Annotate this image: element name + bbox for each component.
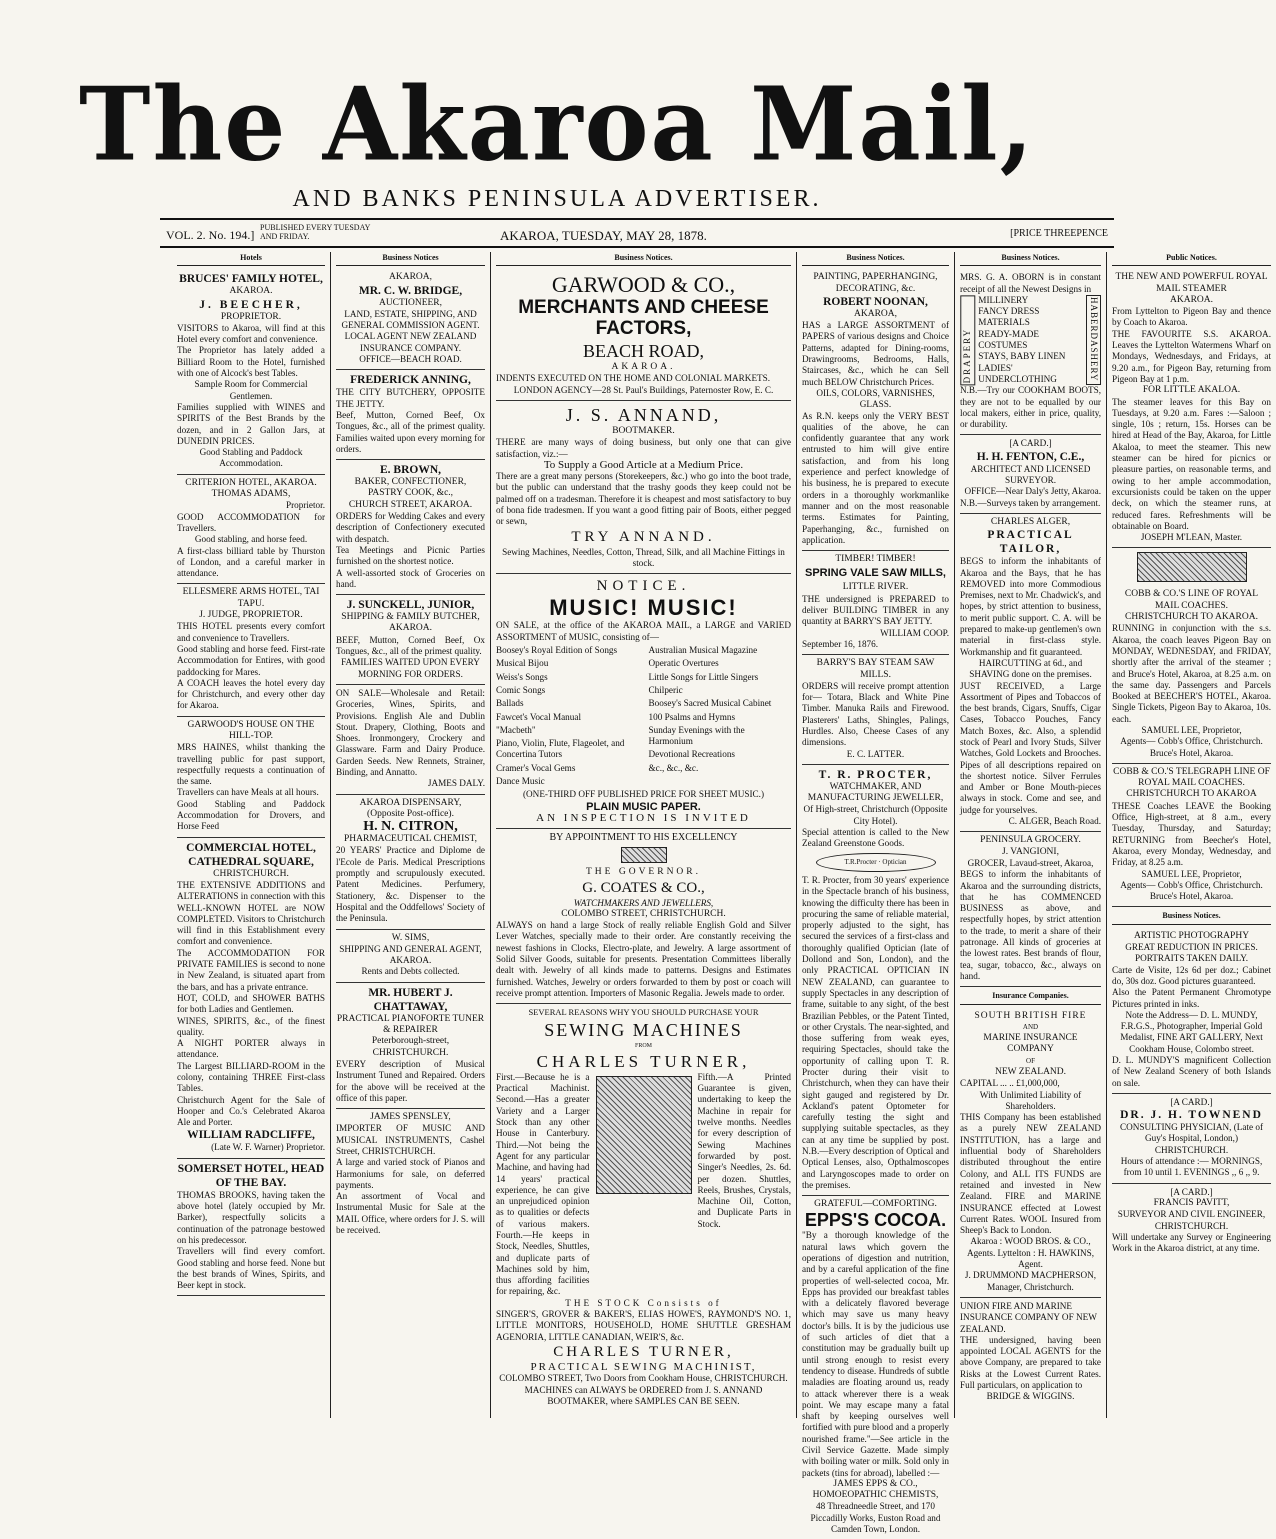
advert-text: Christchurch Agent for the Sale of Hooper and Co.'s Celebrated Akaroa Ale and Porter. <box>177 1094 325 1128</box>
advert-text: LAND, ESTATE, SHIPPING, AND GENERAL COMMISSION AGENT. <box>341 308 480 331</box>
music-item: Cramer's Vocal Gems <box>496 762 576 773</box>
advert-title: MUSIC! MUSIC! <box>549 595 738 621</box>
oborn-item: STAYS, BABY LINEN <box>978 351 1066 362</box>
advert-text: Agents— Cobb's Office, Christchurch. Bruce's Hotel, Akaroa. <box>1120 736 1263 758</box>
column-business-3 <box>796 252 954 1535</box>
advert-date: September 16, 1876. <box>802 638 879 649</box>
advert-name: G. COATES & CO., <box>582 879 705 896</box>
advert-title: COMMERCIAL HOTEL, CATHEDRAL SQUARE, <box>186 841 316 868</box>
advert-text: An assortment of Vocal and Instrumental Music for Sale at the MAIL Office, where orders for J. S. will be received. <box>336 1191 485 1236</box>
advert-text: Tea Meetings and Picnic Parties furnished on the shortest notice. <box>336 544 485 567</box>
advert-address: Of High-street, Christchurch (Opposite City Hotel). <box>803 804 948 826</box>
advert-text: GREAT REDUCTION IN PRICES. PORTRAITS TAKEN DAILY. <box>1125 942 1258 964</box>
advert-name: FREDERICK ANNING, <box>350 374 471 387</box>
advert-title: ARTISTIC PHOTOGRAPHY <box>1133 930 1250 941</box>
advert-appointment: BY APPOINTMENT TO HIS EXCELLENCY <box>549 831 738 843</box>
advert-heading: GRATEFUL—COMFORTING. <box>814 1199 937 1210</box>
advert-text: THERE are many ways of doing business, but only one that can give satisfaction, viz.:— <box>496 437 791 459</box>
advert-garwoods-house <box>177 717 325 838</box>
advert-role: PROPRIETOR. <box>220 311 282 322</box>
advert-text: HAIRCUTTING at 6d., and SHAVING done on the premises. <box>969 657 1092 680</box>
advert-and: AND <box>1022 1022 1039 1031</box>
advert-title: UNION FIRE AND MARINE INSURANCE COMPANY OF NEW ZEALAND. <box>960 1300 1097 1334</box>
advert-role: SHIPPING & FAMILY BUTCHER, AKAROA. <box>341 612 480 634</box>
advert-union-fire <box>960 1298 1101 1407</box>
advert-name: J. BEECHER, <box>199 298 303 311</box>
advert-text: SURVEYOR AND CIVIL ENGINEER, CHRISTCHURCH. <box>1117 1209 1266 1231</box>
advert-text: Will undertake any Survey or Engineering Work in the Akaroa district, at any time. <box>1112 1231 1271 1254</box>
advert-role: MERCHANTS AND CHEESE FACTORS, <box>518 297 769 340</box>
advert-role: (Late W. F. Warner) Proprietor. <box>211 1142 325 1153</box>
advert-ellesmere-arms <box>177 584 325 716</box>
advert-text: Carte de Visite, 12s 6d per doz.; Cabinet do, 30s doz. Good pictures guaranteed. <box>1112 964 1271 986</box>
side-label-drapery: DRAPERY <box>960 295 975 385</box>
advert-of: OF <box>1026 1056 1035 1065</box>
advert-text: D. L. MUNDY'S magnificent Collection of New Zealand Scenery of both Islands on sale. <box>1112 1055 1271 1088</box>
advert-text: INDENTS EXECUTED ON THE HOME AND COLONIAL MARKETS. <box>496 373 771 384</box>
advert-oborn-millinery <box>960 269 1101 435</box>
advert-text: There are a great many persons (Storekeepers, &c.) who go into the boot trade, but the public can understand that the trashy goods they keep could not be palmed off on a tradesman. Therefore it is cheapest and most satisfactory to buy of bona fide tradesmen. If you want a good fitting pair of Boots, either pegged or sewn, <box>496 471 791 527</box>
advert-notice: NOTICE. <box>596 578 691 595</box>
advert-anning-butchery <box>336 370 485 460</box>
advert-text: A first-class billiard table by Thurston of London, and a careful marker in attendance. <box>177 545 325 579</box>
advert-text: To Supply a Good Article at a Medium Price. <box>543 458 744 471</box>
advert-citron-dispensary <box>336 795 485 930</box>
advert-address: BEACH ROAD, <box>582 341 704 362</box>
advert-text: Fifth.—A Printed Guarantee is given, undertaking to keep the Machine in repair for twelve months. Needles for every description of Sewing Machines forwarded by post. Singer's Needles, 2s. 6d. per dozen. Shuttles, Reels, Brushes, Crystals, Machine Oil, Cotton, and Duplicate Parts in Stock. <box>697 1071 791 1229</box>
advert-text: The Proprietor has lately added a Billiard Room to the Hotel, furnished with one of Alcock's best Tables. <box>177 345 325 379</box>
advert-text: BEEF, Mutton, Corned Beef, Ox Tongues, &c., all of the primest quality. <box>336 634 485 657</box>
music-list-left <box>496 643 639 789</box>
advert-text: Good Stabling and Paddock Accommodation for Drovers, and Horse Feed <box>177 798 325 832</box>
advert-text: 20 YEARS' Practice and Diplome de l'Ecole de Paris. Medical Prescriptions promptly and scrupulously executed. Patent Medicines. Perfumery, Stationery, &c. Dispenser to the Hospital and the Oddfellows' Society of the Peninsula. <box>336 845 485 924</box>
oborn-item: READY-MADE COSTUMES <box>978 328 1040 351</box>
advert-epps-cocoa <box>802 1196 949 1539</box>
advert-subtitle: LITTLE RIVER. <box>842 582 909 593</box>
oborn-item: FANCY DRESS MATERIALS <box>978 306 1040 328</box>
advert-name: H. H. FENTON, C.E., <box>976 450 1085 463</box>
oborn-list <box>975 295 1085 385</box>
advert-text: HAS a LARGE ASSORTMENT of PAPERS of various designs and Choice Patterns, adapted for Dining-rooms, Drawingrooms, Bedrooms, Halls, Staircases, &c., which he can Sell much BELOW Christchurch Prices. <box>802 320 949 387</box>
music-item: Musical Bijou <box>496 658 549 669</box>
advert-role: PRACTICAL TAILOR, <box>987 529 1074 556</box>
advert-role: AUCTIONEER, <box>378 297 443 308</box>
advert-text: SINGER'S, GROVER & BAKER'S, ELIAS HOWE'S, RAYMOND'S NO. 1, LITTLE MONITORS, HOUSEHOLD, HOME SHUTTLE GRESHAM AGENORIA, LITTLE CANADIAN, WEIR'S, &c. <box>496 1309 791 1342</box>
advert-music <box>496 574 791 829</box>
advert-somerset-hotel <box>177 1159 325 1297</box>
advert-title: THE NEW AND POWERFUL ROYAL MAIL STEAMER <box>1115 272 1268 294</box>
advert-heading: BARRY'S BAY STEAM SAW MILLS. <box>816 658 935 680</box>
music-list <box>496 643 791 789</box>
advert-address: Peterborough-street, CHRISTCHURCH. <box>371 1036 450 1058</box>
advert-name: JAMES DALY. <box>427 778 485 789</box>
advert-text: THESE Coaches LEAVE the Booking Office, High-street, at 8 a.m., every Tuesday, Thursday, and Saturday; RETURNING from Beecher's Hotel, Akaroa, every Monday, Wednesday, and Friday, at 8.25 a.m. <box>1112 800 1271 868</box>
advert-subtitle: (Opposite Post-office). <box>367 808 454 819</box>
advert-text: Good stabling and horse feed. First-rate Accommodation for Entires, with good paddocking for Mares. <box>177 643 325 677</box>
advert-subtitle: THE GOVERNOR. <box>586 867 701 878</box>
advert-text: OFFICE—BEACH ROAD. <box>359 354 462 365</box>
advert-text: Sample Room for Commercial Gentlemen. <box>194 379 308 401</box>
advert-subheading: CHRISTCHURCH TO AKAROA <box>1126 789 1257 800</box>
advert-text: EVERY description of Musical Instrument Tuned and Repaired. Orders for the above will be received at the office of this paper. <box>336 1058 485 1103</box>
advert-text: MACHINES can ALWAYS be ORDERED from J. S. ANNAND BOOTMAKER, where SAMPLES CAN BE SEEN. <box>524 1384 763 1406</box>
advert-text: AN INSPECTION IS INVITED <box>536 811 751 824</box>
advert-name: H. N. CITRON, <box>363 819 458 835</box>
advert-title: BRUCES' FAMILY HOTEL, <box>179 273 323 286</box>
advert-pavitt-surveyor <box>1112 1184 1271 1259</box>
advert-text: Note the Address— D. L. MUNDY, F.R.G.S., Photographer, Imperial Gold Medalist, FINE ART GALLERY, Next Cookham House, Colombo street. <box>1120 1009 1263 1054</box>
advert-text: Akaroa : WOOD BROS. & CO., Agents. Lyttelton : H. HAWKINS, Agent. <box>966 1236 1095 1270</box>
sewing-reasons <box>496 1072 791 1298</box>
advert-subheading: CHRISTCHURCH TO AKAROA. <box>1125 612 1258 623</box>
advert-text: Rents and Debts collected. <box>361 966 460 977</box>
advert-coates-jewellers <box>496 829 791 1004</box>
music-item: Ballads <box>496 698 524 709</box>
section-heading: Business Notices. <box>960 252 1101 266</box>
advert-title: ELLESMERE ARMS HOTEL, TAI TAPU. <box>182 587 320 609</box>
advert-title: GARWOOD'S HOUSE ON THE HILL-TOP. <box>187 719 315 741</box>
advert-annand-bootmaker <box>496 401 791 574</box>
advert-name: J. VANGIONI, <box>1002 846 1059 857</box>
advert-text: From Lyttelton to Pigeon Bay and thence by Coach to Akaroa. <box>1112 306 1271 328</box>
advert-text: LOCAL AGENT NEW ZEALAND INSURANCE COMPANY. <box>344 331 477 353</box>
advert-text: OILS, COLORS, VARNISHES, GLASS. <box>816 387 935 410</box>
advert-procter-watchmaker <box>802 765 949 1196</box>
advert-text: T. R. Procter, from 30 years' experience in the Spectacle branch of his business, knowing the difficulty there has been in procuring the same of reliable material, properly adjusted to the sight, has secured the services of a first-class and thoroughly qualified Optician (late of Dollond and Son, London), and the only PRACTICAL OPTICIAN IN NEW ZEALAND, can guarantee to supply Spectacles in any description of frame, suitable to any sight, of the best Brazilian Pebbles, or the Patent Tinted, or other Crystals. The near-sighted, and those suffering from weak eyes, requiring Spectacles, should take the opportunity of calling upon T. R. Procter during their visit to Christchurch, when they can have their sight gauged and registered by Dr. Ackland's patent Optometer for carefully testing the sight and supplying suitable spectacles, as they can at any time be supplied by post. N.B.—Every description of Optical and Optical Lenses, also, Opthalmoscopes and Laryngoscopes made to order on the premises. <box>802 874 949 1190</box>
advert-signature: WILLIAM COOP. <box>880 627 949 638</box>
advert-text: OFFICE—Near Daly's Jetty, Akaroa. <box>964 486 1101 497</box>
advert-text: SHIPPING AND GENERAL AGENT, AKAROA. <box>339 943 482 966</box>
advert-name: W. SIMS, <box>391 932 430 943</box>
advert-garwood-merchants <box>496 269 791 401</box>
advert-town: AKAROA, <box>853 308 897 319</box>
music-item: Little Songs for Little Singers <box>648 671 759 682</box>
advert-text: BEGS to inform the inhabitants of Akaroa and the Bays, that he has REMOVED into more Commodious Premises, next to Mr. Chadwick's, and hopes, by strict attention to business, to merit public support. C. A. will be prepared to make-up gentlemen's own material in first-class style. Workmanship and fit guaranteed. <box>960 556 1101 657</box>
dateline <box>160 218 1114 248</box>
advert-turner-sewing <box>496 1004 791 1411</box>
advert-text: A NIGHT PORTER always in attendance. <box>177 1038 325 1060</box>
advert-vangioni-grocery <box>960 832 1101 987</box>
advert-signature: SAMUEL LEE, Proprietor, <box>1141 868 1242 879</box>
music-item: Boosey's Sacred Musical Cabinet <box>648 698 772 709</box>
advert-name: MR. HUBERT J. CHATTAWAY, <box>368 986 453 1013</box>
music-item: Australian Musical Magazine <box>648 645 758 656</box>
column-hotels <box>172 252 330 1418</box>
advert-name: J. JUDGE, PROPRIETOR. <box>199 610 303 621</box>
advert-bridge-auctioneer <box>336 269 485 370</box>
advert-text: "By a thorough knowledge of the natural laws which govern the operations of digestion and nutrition, and by a careful application of the fine properties of well-selected cocoa, Mr. Epps has provided our breakfast tables with a delicately flavored beverage which may save us many heavy doctor's bills. It is by the judicious use of such articles of diet that a constitution may be gradually built up until strong enough to resist every tendency to disease. Hundreds of subtle maladies are floating around us, ready to attack wherever there is a weak point. We may escape many a fatal shaft by keeping ourselves well fortified with pure blood and a properly nourished frame."—See article in the Civil Service Gazette. Made simply with boiling water or milk. Sold only in packets (tins for abroad), labelled :— <box>802 1230 949 1478</box>
advert-text: MRS HAINES, whilst thanking the travelling public for past support, respectfully requests a continuation of the same. <box>177 742 325 787</box>
advert-noonan-painter <box>802 269 949 551</box>
section-heading: Business Notices <box>336 252 485 266</box>
advert-text: THIS HOTEL presents every comfort and convenience to Travellers. <box>177 621 325 643</box>
publication-schedule: PUBLISHED EVERY TUESDAY AND FRIDAY. <box>260 223 371 241</box>
advert-text: Special attention is called to the New Zealand Greenstone Goods. <box>802 827 949 849</box>
advert-text: JUST RECEIVED, a Large Assortment of Pipes and Tobaccos of the best brands, Cigars, Snuffs, Cigar Cases, Tobacco Pouches, Fancy Match Boxes, &c. Also, a splendid stock of Pearl and Ivory Studs, Silver Watches, Gold Lockets and Brooches. Pipes of all descriptions repaired on the shortest notice. Silver Ferrules and Amber or Bone Mouth-pieces always in stock. Come and see, and judge for yourselves. <box>960 680 1101 815</box>
advert-text: The steamer leaves for this Bay on Tuesdays, at 9.20 a.m. Fares :—Saloon ; single, 10s ; return, 15s. Horses can be hired at Head of the Bay, Akaroa, for Little Akaloa, to meet the steamer. This new steamer can be hired for picnics or pleasure parties, on reasonable terms, and owing to her ample accommodation, excursionists could be taken on the upper deck, on which the steamer runs, at reduced fares. Refreshments will be obtainable on Board. <box>1112 396 1271 531</box>
advert-heading: TIMBER! TIMBER! <box>835 554 916 565</box>
advert-text: WINES, SPIRITS, &c., of the finest quality. <box>177 1015 325 1037</box>
advert-text: A COACH leaves the hotel every day for Christchurch, and every other day for Akaroa. <box>177 677 325 711</box>
advert-text: THE undersigned, having been appointed LOCAL AGENTS for the above Company, are prepared to take Risks at the Lowest Current Rates. Full particulars, on application to <box>960 1334 1101 1391</box>
music-item: Dance Music <box>496 775 545 786</box>
advert-steamer-akaroa <box>1112 269 1271 548</box>
advert-name: GARWOOD & CO., <box>551 272 736 298</box>
advert-town: AKAROA. <box>611 362 676 373</box>
advert-heading: PENINSULA GROCERY. <box>980 835 1081 846</box>
music-item: "Macbeth" <box>496 724 536 735</box>
advert-title: AKAROA DISPENSARY, <box>359 797 462 808</box>
advert-role: BAKER, CONFECTIONER, PASTRY COOK, &c., <box>354 477 467 499</box>
advert-subtitle: CHRISTCHURCH. <box>213 868 289 879</box>
advert-text: RUNNING in conjunction with the s.s. Akaroa, the coach leaves Pigeon Bay on MONDAY, WEDNESDAY, and FRIDAY, shortly after the arrival of the steamer ; and Bruce's Hotel, Akaroa, at 8.25 a.m. on the same day. Passengers and Parcels Booked at BEECHER'S HOTEL, Akaroa. Single Tickets, Pigeon Bay to Akaroa, 10s. each. <box>1112 623 1271 724</box>
advert-address: 48 Threadneedle Street, and 170 Piccadilly Works, Euston Road and Camden Town, London. <box>810 1501 941 1535</box>
advert-daly-store <box>336 685 485 795</box>
advert-barrys-bay-mills <box>802 655 949 765</box>
advert-title: COBB & CO.'S TELEGRAPH LINE OF ROYAL MAIL COACHES. <box>1113 766 1270 789</box>
advert-name: FRANCIS PAVITT, <box>1153 1197 1230 1208</box>
advert-text: VISITORS to Akaroa, will find at this Hotel every comfort and convenience. <box>177 322 325 345</box>
advert-text: THE undersigned is PREPARED to deliver BUILDING TIMBER in any quantity at BARRY'S BAY JETTY. <box>802 593 949 627</box>
advert-subheading: FOR LITTLE AKALOA. <box>1142 385 1241 396</box>
advert-slogan: TRY ANNAND. <box>571 528 716 545</box>
oborn-list-box <box>960 295 1101 385</box>
advert-bruces-hotel <box>177 269 325 474</box>
optician-seal-icon: T.R.Procter · Optician <box>816 853 936 872</box>
advert-text: N.B.—Surveys taken by arrangement. <box>960 497 1101 508</box>
music-list-right <box>649 643 792 789</box>
advert-name: T. R. PROCTER, <box>818 768 933 781</box>
advert-spring-vale-mills <box>802 551 949 655</box>
advert-text: HOT, COLD, and SHOWER BATHS for both Ladies and Gentlemen. <box>177 992 325 1015</box>
advert-role: Proprietor. <box>285 500 325 511</box>
advert-card: [A CARD.] <box>1009 438 1052 449</box>
advert-text: The ACCOMMODATION FOR PRIVATE FAMILIES is second to none in New Zealand, is situated apart from the bars, and has a private entrance. <box>177 947 325 992</box>
section-heading: Business Notices. <box>496 252 791 266</box>
advert-signature: BRIDGE & WIGGINS. <box>986 1391 1075 1402</box>
music-item: Sunday Evenings with the Harmonium <box>648 724 745 747</box>
advert-title: EPPS'S COCOA. <box>804 1209 947 1230</box>
advert-subtitle: MARINE INSURANCE COMPANY <box>983 1033 1078 1055</box>
advert-text: THOMAS BROOKS, having taken the above hotel (lately occupied by Mr. Barker), respectfully solicits a continuation of the patronage bestowed on his predecessor. <box>177 1189 325 1245</box>
advert-text: PLAIN MUSIC PAPER. <box>586 800 701 813</box>
column-business-2 <box>490 252 796 1418</box>
price: [PRICE THREEPENCE <box>1010 228 1108 239</box>
advert-text: ARCHITECT AND LICENSED SURVEYOR. <box>970 463 1091 486</box>
advert-address: COLOMBO STREET, Two Doors from Cookham House, CHRISTCHURCH. <box>499 1373 788 1384</box>
advert-sunckell-butcher <box>336 595 485 685</box>
advert-text: Families supplied with WINES and SPIRITS of the Best Brands by the dozen, and in 2 Gallon Jars, at DUNEDIN PRICES. <box>177 401 325 446</box>
side-label-haberdashery: HABERDASHERY <box>1086 295 1101 385</box>
advert-text: THE CITY BUTCHERY, OPPOSITE THE JETTY. <box>336 387 485 409</box>
advert-role: HOMOEOPATHIC CHEMISTS, <box>812 1490 939 1501</box>
advert-card: [A CARD.] <box>1170 1186 1213 1197</box>
advert-role: PRACTICAL SEWING MACHINIST, <box>530 1360 757 1373</box>
advert-criterion-hotel <box>177 475 325 585</box>
advert-text: Hours of attendance :— MORNINGS, from 10 until 1. EVENINGS ,, 6 ,, 9. <box>1120 1156 1263 1178</box>
advert-commercial-hotel <box>177 838 325 1159</box>
masthead-title: The Akaroa Mail, <box>79 65 1035 184</box>
advert-role: GROCER, Lavaud-street, Akaroa, <box>967 857 1094 868</box>
music-item: Comic Songs <box>496 684 546 695</box>
advert-spensley-music <box>336 1109 485 1240</box>
advert-title: SOUTH BRITISH FIRE <box>974 1010 1087 1021</box>
music-item: Operatic Overtures <box>648 658 719 669</box>
advert-signature: SAMUEL LEE, Proprietor, <box>1141 724 1242 735</box>
advert-name: E. BROWN, <box>379 464 442 477</box>
advert-role: WATCHMAKERS AND JEWELLERS, <box>573 897 714 908</box>
advert-text: LONDON AGENCY—28 St. Paul's Buildings, Paternoster Row, E. C. <box>513 384 774 395</box>
advert-name: SPRING VALE SAW MILLS, <box>805 567 946 580</box>
advert-text: Sewing Machines, Needles, Cotton, Thread, Silk, and all Machine Fittings in stock. <box>502 546 785 568</box>
advert-text: ON SALE, at the office of the AKAROA MAIL, a LARGE and VARIED ASSORTMENT of MUSIC, consisting of— <box>496 620 791 642</box>
advert-role: PHARMACEUTICAL CHEMIST, <box>343 834 477 845</box>
advert-name: J. SUNCKELL, JUNIOR, <box>346 599 475 612</box>
music-item: 100 Psalms and Hymns <box>648 711 736 722</box>
masthead <box>0 65 1114 213</box>
advert-name: CHARLES TURNER, <box>553 1343 734 1360</box>
advert-text: THE EXTENSIVE ADDITIONS and ALTERATIONS in connection with this WELL-KNOWN HOTEL are NOW COMPLETED. Visitors to Christchurch will find in this Establishment every comfort and convenience. <box>177 879 325 947</box>
advert-text: A large and varied stock of Pianos and Harmoniums for sale, on deferred payments. <box>336 1157 485 1190</box>
advert-text: Also the Patent Permanent Chromotype Pictures printed in inks. <box>1112 987 1271 1009</box>
advert-card: [A CARD.] <box>1170 1096 1213 1107</box>
advert-text: J. DRUMMOND MACPHERSON, Manager, Christchurch. <box>964 1270 1097 1292</box>
advert-role: BOOTMAKER. <box>612 425 675 436</box>
advert-name: CHARLES TURNER, <box>536 1051 751 1071</box>
advert-text: As R.N. keeps only the VERY BEST qualities of the above, he can confidently guarantee that any work entrusted to him will give entire satisfaction, and from his long experience and perfect knowledge of his business, he is prepared to execute orders in a thoroughly workmanlike manner and on the most reasonable terms. Estimates for Painting, Paperhanging, &c., furnished on application. <box>802 410 949 545</box>
advert-name: J. S. ANNAND, <box>565 404 722 425</box>
advert-address: COLOMBO STREET, CHRISTCHURCH. <box>561 908 726 919</box>
music-item: Boosey's Royal Edition of Songs <box>496 645 618 656</box>
advert-sims-agent <box>336 930 485 983</box>
advert-text: IMPORTER OF MUSIC AND MUSICAL INSTRUMENTS, Cashel Street, CHRISTCHURCH. <box>336 1123 485 1156</box>
advert-text: ALWAYS on hand a large Stock of really reliable English Gold and Silver Lever Watches, specially made to their order. Are constantly receiving the newest fashions in Clocks, Electro-plate, and Jewelry. A large assortment of Solid Silver Goods, suitable for presents. Presentation Committees liberally dealt with. Jewelry of all kinds made to patterns. Designs and Estimates furnished. Watches, Jewelry or orders forwarded to them by post or coach will receive prompt attention. Importers of Masonic Regalia. Jewels made to order. <box>496 920 791 998</box>
advert-town: AKAROA. <box>1169 294 1213 305</box>
advert-text: THE STOCK Consists of <box>565 1297 722 1308</box>
music-item: Piano, Violin, Flute, Flageolet, and Concertina Tutors <box>496 738 625 760</box>
advert-title: COBB & CO.'S LINE OF ROYAL MAIL COACHES. <box>1124 589 1259 611</box>
advert-name: ROBERT NOONAN, <box>823 295 928 308</box>
sewing-machine-icon <box>596 1076 692 1194</box>
advert-mundy-photography <box>1112 928 1271 1094</box>
advert-title: CRITERION HOTEL, AKAROA. <box>185 477 317 488</box>
advert-signature: JOSEPH M'LEAN, Master. <box>1140 532 1243 543</box>
advert-title: SOMERSET HOTEL, HEAD OF THE BAY. <box>177 1162 325 1189</box>
advert-alger-tailor <box>960 514 1101 832</box>
advert-capital: CAPITAL ... .. £1,000,000, <box>960 1078 1060 1089</box>
advert-townend-physician <box>1112 1094 1271 1184</box>
section-heading: Business Notices. <box>802 252 949 266</box>
advert-text: Agents— Cobb's Office, Christchurch. Bruce's Hotel, Akaroa. <box>1120 879 1263 902</box>
music-item: Devotional Recreations <box>648 749 735 760</box>
advert-town: AKAROA, <box>388 272 432 283</box>
royal-crest-icon <box>621 847 667 863</box>
advert-name: MR. C. W. BRIDGE, <box>358 284 463 297</box>
advert-name: THOMAS ADAMS, <box>211 489 291 500</box>
advert-text: MRS. G. A. OBORN is in constant receipt of all the Newest Designs in <box>960 272 1101 294</box>
advert-heading: SEVERAL REASONS WHY YOU SHOULD PURCHASE YOUR <box>528 1007 759 1018</box>
volume-number: VOL. 2. No. 194.] <box>166 228 255 242</box>
advert-text: A well-assorted stock of Groceries on hand. <box>336 567 485 589</box>
advert-text: Travellers will find every comfort. Good stabling and horse feed. None but the best brands of Wines, Spirits, and Beer kept in stock. <box>177 1246 325 1291</box>
advert-fenton-architect <box>960 435 1101 513</box>
section-heading: Public Notices. <box>1112 252 1271 266</box>
stagecoach-icon <box>1137 552 1247 582</box>
advert-text: Good stabling, and horse feed. <box>194 534 308 545</box>
advert-text: ON SALE—Wholesale and Retail: Groceries, Wines, Spirits, and Provisions. English Ale and Dublin Stout. Drapery, Clothing, Boots and Shoes. Ironmongery, Crockery and Glassware. Farm and Dairy Produce. Garden Seeds. New Rennets, Strainer, Binding, and Annatto. <box>336 687 485 777</box>
advert-text: Beef, Mutton, Corned Beef, Ox Tongues, &c., all of the primest quality. Families waited upon every morning for orders. <box>336 409 485 454</box>
music-item: Chilperic <box>648 684 683 695</box>
issue-date: AKAROA, TUESDAY, MAY 28, 1878. <box>500 228 707 243</box>
advert-text: CONSULTING PHYSICIAN, (Late of Guy's Hospital, London,) CHRISTCHURCH. <box>1119 1122 1264 1155</box>
advert-subtitle: AKAROA. <box>229 286 273 297</box>
advert-name: CHARLES ALGER, <box>990 516 1071 527</box>
advert-text: BEGS to inform the inhabitants of Akaroa and the surrounding districts, that he has COMMENCED BUSINESS as above, and respectfully hopes, by strict attention to the trade, to merit a share of their patronage. All kinds of groceries at the lowest rates. Best brands of flour, tea, sugar, tobacco, &c., always on hand. <box>960 869 1101 981</box>
advert-south-british <box>960 1008 1101 1298</box>
advert-name: JAMES EPPS & CO., <box>833 1478 918 1489</box>
advert-title: SEWING MACHINES <box>544 1019 743 1040</box>
advert-chattaway-tuner <box>336 983 485 1109</box>
advert-cobb-telegraph <box>1112 764 1271 908</box>
advert-text: The Largest BILLIARD-ROOM in the colony, containing THREE First-class Tables. <box>177 1060 325 1094</box>
column-public-notices <box>1106 252 1276 1418</box>
advert-address: CHURCH STREET, AKAROA. <box>348 499 473 510</box>
advert-text: THIS Company has been established as a purely NEW ZEALAND INSTITUTION, has a large and influential body of Shareholders distributed throughout the entire Colony, and ALL ITS FUNDS are retained and invested in New Zealand. FIRE and MARINE INSURANCE effected at Lowest Current Rates. WOOL Insured from Sheep's Back to London. <box>960 1112 1101 1236</box>
section-heading: Hotels <box>177 252 325 266</box>
advert-text: THE FAVOURITE S.S. AKAROA. Leaves the Lyttelton Watermens Wharf on Mondays, Wednesdays, and Fridays, at 9.20 a.m., for Pigeon Bay, returning from Pigeon Bay at 1 p.m. <box>1112 328 1271 384</box>
music-item: Weiss's Songs <box>496 671 548 682</box>
oborn-item: LADIES' UNDERCLOTHING <box>978 362 1057 384</box>
advert-brown-baker <box>336 460 485 595</box>
section-heading: Insurance Companies. <box>960 990 1101 1004</box>
column-business-4 <box>954 252 1106 1418</box>
advert-text: With Unlimited Liability of Shareholders. <box>979 1089 1082 1111</box>
advert-text: N.B.—Try our COOKHAM BOOTS, they are not to be equalled by our local makers, either in price, quality, or durability. <box>960 385 1101 430</box>
advert-text: ORDERS for Wedding Cakes and every description of Confectionery executed with despatch. <box>336 511 485 544</box>
advert-text: Travellers can have Meals at all hours. <box>177 787 319 798</box>
music-item: &c., &c., &c. <box>648 762 699 773</box>
advert-text: (ONE-THIRD OFF PUBLISHED PRICE FOR SHEET MUSIC.) <box>522 789 765 800</box>
music-item: Fawcet's Vocal Manual <box>496 711 582 722</box>
oborn-item: MILLINERY <box>978 294 1029 305</box>
section-heading: Business Notices. <box>1112 910 1271 924</box>
advert-text: Good Stabling and Paddock Accommodation. <box>199 447 303 469</box>
advert-from: FROM <box>634 1042 652 1049</box>
masthead-subtitle: AND BANKS PENINSULA ADVERTISER. <box>292 186 822 212</box>
advert-role: PRACTICAL PIANOFORTE TUNER & REPAIRER <box>336 1013 485 1036</box>
advert-text: FAMILIES WAITED UPON EVERY MORNING FOR ORDERS. <box>341 657 480 679</box>
advert-signature: C. ALGER, Beach Road. <box>1008 816 1101 827</box>
advert-text: ORDERS will receive prompt attention for— Totara, Black and White Pine Timber. Manuka Rails and Firewood. Plasterers' Laths, Shingles, Palings, Hurdles. Also, Cheese Cases of any dimensions. <box>802 680 949 748</box>
advert-name: DR. J. H. TOWNEND <box>1120 1109 1263 1122</box>
advert-signature: E. C. LATTER. <box>846 748 905 759</box>
advert-text: GOOD ACCOMMODATION for Travellers. <box>177 511 325 533</box>
advert-cobb-royal-mail <box>1112 586 1271 763</box>
advert-text: First.—Because he is a Practical Machinist. Second.—Has a greater Variety and a Larger Stock than any other House in Canterbury. Third.—Not being the Agent for any particular Machine, and having had 14 years' practical experience, he can give an unprejudiced opinion as to qualities or defects of various makers. Fourth.—He keeps in Stock, Needles, Shuttles, and duplicate parts of Machines sold by him, thus affording facilities for repairing, &c. <box>496 1071 590 1297</box>
advert-name: WILLIAM RADCLIFFE, <box>187 1129 315 1142</box>
advert-country: NEW ZEALAND. <box>994 1067 1067 1077</box>
columns <box>172 252 1271 1535</box>
advert-name: JAMES SPENSLEY, <box>370 1112 451 1123</box>
advert-role: WATCHMAKER, AND MANUFACTURING JEWELLER, <box>807 781 944 804</box>
advert-heading: PAINTING, PAPERHANGING, DECORATING, &c. <box>813 272 938 294</box>
column-business-1 <box>330 252 490 1418</box>
